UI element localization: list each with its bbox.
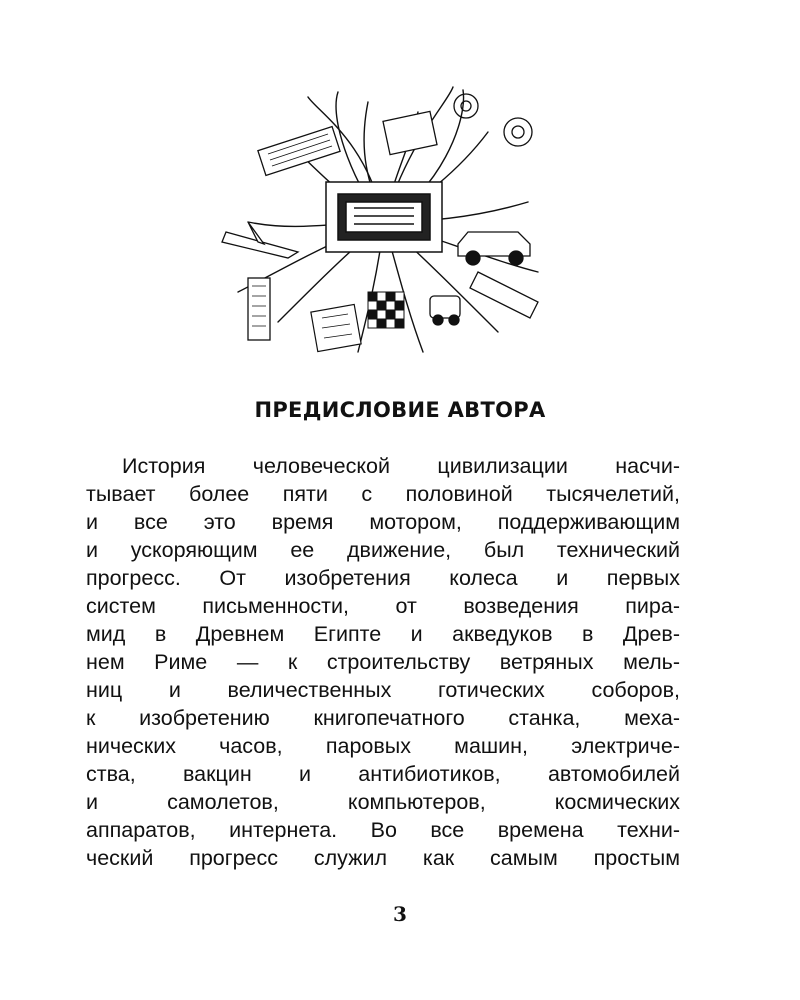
text-line: мид в Древнем Египте и акведуков в Древ-	[86, 622, 680, 646]
page-number: 3	[393, 902, 407, 926]
text-line: История человеческой цивилизации насчи-	[122, 454, 680, 478]
text-line: прогресс. От изобретения колеса и первых	[86, 566, 680, 590]
text-line: тывает более пяти с половиной тысячелетий,	[86, 482, 680, 506]
text-line: систем письменности, от возведения пира-	[86, 594, 680, 618]
text-line: к изобретению книгопечатного станка, меха-	[86, 706, 680, 730]
text-line: аппаратов, интернета. Во все времена техни-	[86, 818, 680, 842]
technology-collage-illustration	[218, 82, 550, 364]
chapter-illustration	[218, 82, 550, 364]
text-line: и ускоряющим ее движение, был технический	[86, 538, 680, 562]
text-line: нических часов, паровых машин, электриче-	[86, 734, 680, 758]
text-line: и самолетов, компьютеров, космических	[86, 790, 680, 814]
text-line: ческий прогресс служил как самым простым	[86, 846, 680, 870]
text-line: и все это время мотором, поддерживающим	[86, 510, 680, 534]
body-paragraph	[86, 452, 680, 872]
chapter-title: ПРЕДИСЛОВИЕ АВТОРА	[254, 398, 546, 422]
text-line: ства, вакцин и антибиотиков, автомобилей	[86, 762, 680, 786]
text-line: нем Риме — к строительству ветряных мель-	[86, 650, 680, 674]
text-line: ниц и величественных готических соборов,	[86, 678, 680, 702]
